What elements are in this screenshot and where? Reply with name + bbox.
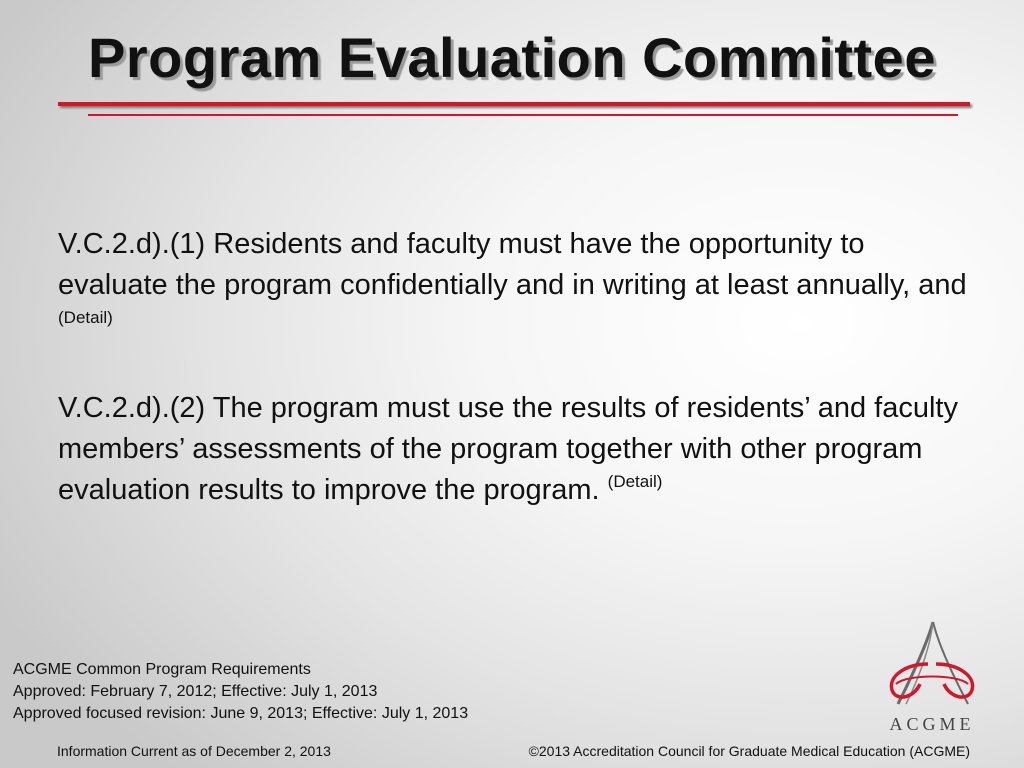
title-underline-thin [88, 114, 958, 116]
footer-line-1: ACGME Common Program Requirements [13, 661, 311, 678]
requirement-paragraph-2 [58, 388, 978, 511]
footer-line-2: Approved: February 7, 2012; Effective: July 1, 2013 [13, 683, 378, 700]
requirement-text-1: V.C.2.d).(1) Residents and faculty must have the opportunity to evaluate the program confidentially and in writing at least annually, and [58, 228, 967, 301]
detail-link-1: (Detail) [58, 308, 113, 327]
slide-title: Program Evaluation Committee [88, 26, 936, 89]
requirement-paragraph-1 [58, 224, 978, 347]
copyright-notice: ©2013 Accreditation Council for Graduate Medical Education (ACGME) [528, 743, 970, 759]
acgme-a-logo-icon [876, 618, 988, 714]
slide-body [58, 224, 978, 511]
title-underline-thick [58, 102, 970, 106]
acgme-logo [876, 618, 988, 738]
logo-text: ACGME [889, 714, 975, 734]
info-current-date: Information Current as of December 2, 2013 [57, 743, 331, 759]
detail-link-2: (Detail) [607, 472, 663, 491]
footer-source [13, 659, 468, 725]
footer-line-3: Approved focused revision: June 9, 2013; Effective: July 1, 2013 [13, 705, 469, 722]
requirement-text-2: V.C.2.d).(2) The program must use the results of residents’ and faculty members’ assessments of the program together with other program evaluation results to improve the program. [58, 392, 958, 506]
